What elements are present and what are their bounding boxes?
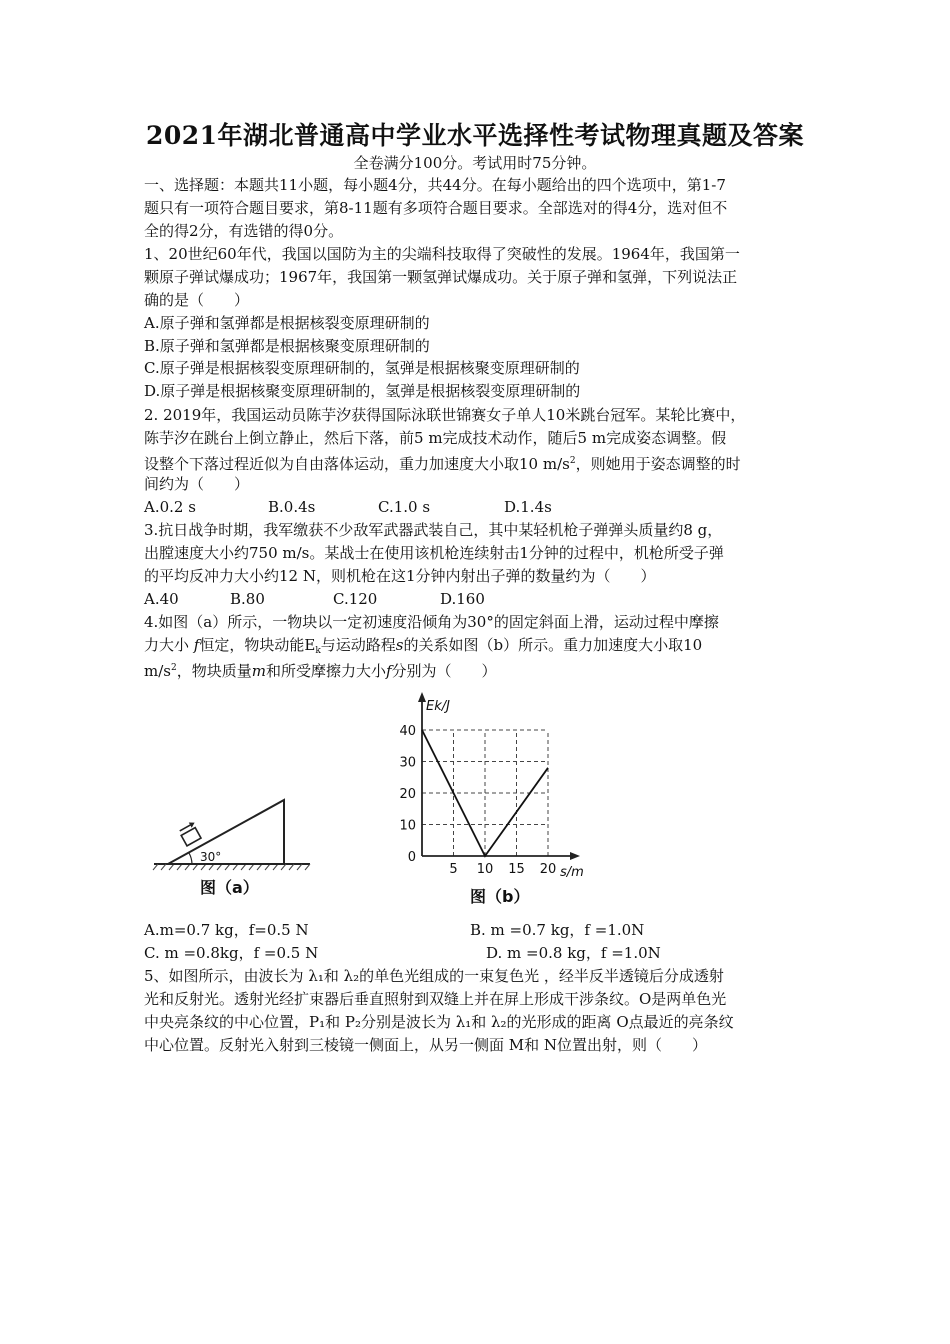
figure-a-incline bbox=[150, 780, 320, 905]
q1-option-c: C.原子弹是根据核裂变原理研制的，氢弹是根据核聚变原理研制的 bbox=[144, 359, 580, 377]
x-tick-label: 10 bbox=[476, 862, 494, 877]
y-tick-label: 0 bbox=[407, 850, 416, 865]
incline-triangle bbox=[168, 800, 284, 864]
superscript: 2 bbox=[569, 456, 576, 466]
subscript: k bbox=[315, 646, 321, 656]
x-tick-labels bbox=[449, 862, 556, 877]
var-s: s bbox=[395, 636, 404, 654]
q4-text: m/s bbox=[144, 662, 171, 680]
q2-option-d: D.1.4s bbox=[504, 498, 552, 516]
q3-stem-line: 出膛速度大小约750 m/s。某战士在使用该机枪连续射击1分钟的过程中，机枪所受子弹 bbox=[144, 544, 724, 562]
q5-stem-line: 中心位置。反射光入射到三棱镜一侧面上，从另一侧面 M和 N位置出射，则（ ） bbox=[144, 1036, 708, 1054]
q2-stem-line: 陈芋汐在跳台上倒立静止，然后下落，前5 m完成技术动作，随后5 m完成姿态调整。假 bbox=[144, 429, 727, 447]
block bbox=[181, 828, 201, 846]
q5-stem-line: 5、如图所示，由波长为 λ₁和 λ₂的单色光组成的一束复色光 ，经半反半透镜后分成透射 bbox=[144, 967, 724, 985]
q2-stem-line: 间约为（ ） bbox=[144, 475, 250, 493]
section-instruction-line: 全的得2分，有选错的得0分。 bbox=[144, 222, 344, 240]
q2-option-b: B.0.4s bbox=[268, 498, 316, 516]
x-tick-label: 20 bbox=[539, 862, 557, 877]
angle-label: 30° bbox=[200, 850, 222, 864]
q3-stem-line: 3.抗日战争时期，我军缴获不少敌军武器武装自己，其中某轻机枪子弹弹头质量约8 g， bbox=[144, 521, 723, 539]
y-tick-label: 30 bbox=[399, 755, 416, 771]
q5-stem-line: 中央亮条纹的中心位置，P₁和 P₂分别是波长为 λ₁和 λ₂的光形成的距离 O点最近的亮条纹 bbox=[144, 1013, 734, 1031]
q4-option-d: D. m =0.8 kg，f =1.0N bbox=[486, 944, 661, 962]
q5-stem-line: 光和反射光。透射光经扩束器后垂直照射到双缝上并在屏上形成干涉条纹。O是两单色光 bbox=[144, 990, 727, 1008]
q3-option-c: C.120 bbox=[333, 590, 378, 608]
q4-option-b: B. m =0.7 kg，f =1.0N bbox=[470, 921, 645, 939]
q1-option-a: A.原子弹和氢弹都是根据核裂变原理研制的 bbox=[144, 314, 430, 332]
q2-stem-line: 2. 2019年，我国运动员陈芋汐获得国际泳联世锦赛女子单人10米跳台冠军。某轮比赛中， bbox=[144, 406, 746, 424]
q4-text: ，物块质量 bbox=[176, 662, 252, 680]
q1-stem-line: 确的是（ ） bbox=[144, 291, 250, 309]
q4-text: 分别为（ ） bbox=[391, 662, 497, 680]
y-tick-label: 20 bbox=[399, 787, 416, 802]
q3-option-d: D.160 bbox=[440, 590, 485, 608]
y-tick-labels bbox=[399, 724, 416, 865]
q3-stem-line: 的平均反冲力大小约12 N，则机枪在这1分钟内射出子弹的数量约为（ ） bbox=[144, 567, 656, 585]
y-tick-label: 10 bbox=[399, 818, 416, 834]
page-title: 2021年湖北普通高中学业水平选择性考试物理真题及答案 bbox=[145, 121, 805, 150]
x-axis-arrow bbox=[570, 852, 580, 860]
q4-option-a: A.m=0.7 kg，f=0.5 N bbox=[144, 921, 309, 939]
q1-stem-line: 1、20世纪60年代，我国以国防为主的尖端科技取得了突破性的发展。1964年，我国第一 bbox=[144, 245, 740, 263]
q4-text: 恒定，物块动能E bbox=[199, 636, 316, 654]
q2-stem-text: 设整个下落过程近似为自由落体运动，重力加速度大小取10 m/s bbox=[144, 455, 570, 473]
superscript: 2 bbox=[170, 663, 177, 673]
q3-option-a: A.40 bbox=[144, 590, 179, 608]
q1-option-d: D.原子弹是根据核聚变原理研制的，氢弹是根据核裂变原理研制的 bbox=[144, 382, 581, 400]
y-axis-label: Ek/J bbox=[426, 699, 450, 714]
q4-text: 的关系如图（b）所示。重力加速度大小取10 bbox=[403, 636, 703, 654]
q1-option-b: B.原子弹和氢弹都是根据核聚变原理研制的 bbox=[144, 337, 430, 355]
var-f: f bbox=[385, 662, 392, 680]
q4-text: 力大小 bbox=[144, 636, 190, 654]
q4-option-c: C. m =0.8kg，f =0.5 N bbox=[144, 944, 319, 962]
q4-text: 和所受摩擦力大小 bbox=[265, 662, 386, 680]
figure-b-chart bbox=[388, 690, 598, 905]
q2-option-c: C.1.0 s bbox=[378, 498, 431, 516]
var-f: f bbox=[193, 636, 200, 654]
figure-a-label: 图（a） bbox=[200, 878, 259, 897]
x-tick-label: 15 bbox=[508, 862, 525, 877]
q2-stem-text: ，则她用于姿态调整的时 bbox=[575, 455, 741, 473]
var-m: m bbox=[251, 662, 266, 680]
page-subtitle: 全卷满分100分。考试用时75分钟。 bbox=[353, 154, 597, 172]
section-instruction-line: 题只有一项符合题目要求，第8-11题有多项符合题目要求。全部选对的得4分，选对但不 bbox=[144, 199, 728, 217]
q2-stem-line bbox=[144, 451, 741, 474]
q4-stem-line bbox=[144, 658, 497, 681]
q2-option-a: A.0.2 s bbox=[144, 498, 196, 516]
q3-option-b: B.80 bbox=[230, 590, 265, 608]
figure-b-label: 图（b） bbox=[470, 887, 530, 905]
y-axis-arrow bbox=[418, 692, 426, 702]
section-instruction-line: 一、选择题：本题共11小题，每小题4分，共44分。在每小题给出的四个选项中，第1-7 bbox=[144, 176, 726, 194]
q4-stem-line: 4.如图（a）所示，一物块以一定初速度沿倾角为30°的固定斜面上滑，运动过程中摩擦 bbox=[144, 613, 719, 631]
x-axis-label: s/m bbox=[560, 865, 584, 880]
x-tick-label: 5 bbox=[449, 862, 458, 877]
q1-stem-line: 颗原子弹试爆成功；1967年，我国第一颗氢弹试爆成功。关于原子弹和氢弹，下列说法正 bbox=[144, 268, 738, 286]
angle-arc bbox=[189, 853, 192, 864]
y-tick-label: 40 bbox=[399, 724, 416, 739]
q4-text: 与运动路程 bbox=[320, 636, 396, 654]
